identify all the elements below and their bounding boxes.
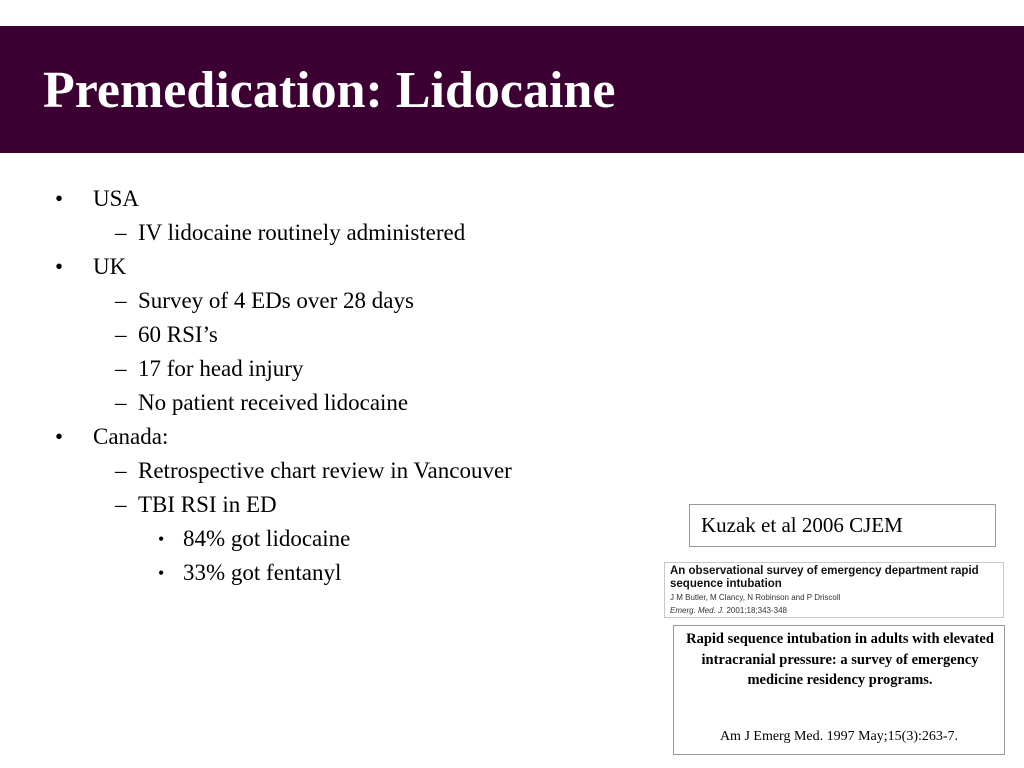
- dash-marker: –: [115, 356, 127, 381]
- sub-bullet-text: Survey of 4 EDs over 28 days: [138, 288, 414, 313]
- sub-bullet-item: [0, 318, 660, 352]
- dash-marker: –: [115, 458, 127, 483]
- dash-marker: –: [115, 288, 127, 313]
- sub-sub-bullet-text: 33% got fentanyl: [183, 560, 342, 585]
- sub-bullet-text: Retrospective chart review in Vancouver: [138, 458, 512, 483]
- sub-bullet-item: [0, 284, 660, 318]
- paper-authors: J M Butler, M Clancy, N Robinson and P Driscoll: [670, 593, 841, 602]
- sub-sub-bullet-item: [0, 522, 660, 556]
- paper-details: 2001;18;343-348: [724, 606, 787, 615]
- sub-bullet-text: 17 for head injury: [138, 356, 304, 381]
- sub-sub-bullet-item: [0, 556, 660, 590]
- paper-citation: [670, 606, 787, 616]
- paper-header-clipping: [664, 562, 1004, 618]
- sub-bullet-text: IV lidocaine routinely administered: [138, 220, 466, 245]
- bullet-list: [0, 182, 660, 590]
- bullet-text: Canada:: [93, 424, 169, 449]
- sub-bullet-item: [0, 352, 660, 386]
- bullet-item: [0, 420, 660, 454]
- bullet-item: [0, 182, 660, 216]
- sub-bullet-item: [0, 488, 660, 522]
- sub-bullet-text: TBI RSI in ED: [138, 492, 277, 517]
- sub-bullet-item: [0, 454, 660, 488]
- bullet-marker: •: [55, 186, 64, 211]
- abstract-citation: Am J Emerg Med. 1997 May;15(3):263-7.: [719, 729, 959, 744]
- bullet-item: [0, 250, 660, 284]
- sub-sub-bullet-text: 84% got lidocaine: [183, 526, 351, 551]
- bullet-marker: •: [55, 424, 64, 449]
- sub-bullet-text: No patient received lidocaine: [138, 390, 409, 415]
- bullet-marker: •: [158, 529, 165, 549]
- sub-bullet-item: [0, 216, 660, 250]
- dash-marker: –: [115, 220, 127, 245]
- bullet-marker: •: [55, 254, 64, 279]
- sub-bullet-item: [0, 386, 660, 420]
- bullet-marker: •: [158, 563, 165, 583]
- paper-journal: Emerg. Med. J.: [670, 606, 725, 615]
- bullet-text: USA: [93, 186, 140, 211]
- dash-marker: –: [115, 322, 127, 347]
- kuzak-reference-box: Kuzak et al 2006 CJEM: [689, 504, 996, 547]
- dash-marker: –: [115, 492, 127, 517]
- dash-marker: –: [115, 390, 127, 415]
- abstract-reference-box: [673, 625, 1005, 755]
- slide-title: Premedication: Lidocaine: [43, 62, 616, 119]
- sub-bullet-text: 60 RSI’s: [138, 322, 218, 347]
- abstract-title: Rapid sequence intubation in adults with elevated intracranial pressure: a survey of emergency medicine residency programs.: [686, 631, 994, 688]
- paper-title: An observational survey of emergency department rapid sequence intubation: [670, 565, 979, 590]
- bullet-text: UK: [93, 254, 127, 279]
